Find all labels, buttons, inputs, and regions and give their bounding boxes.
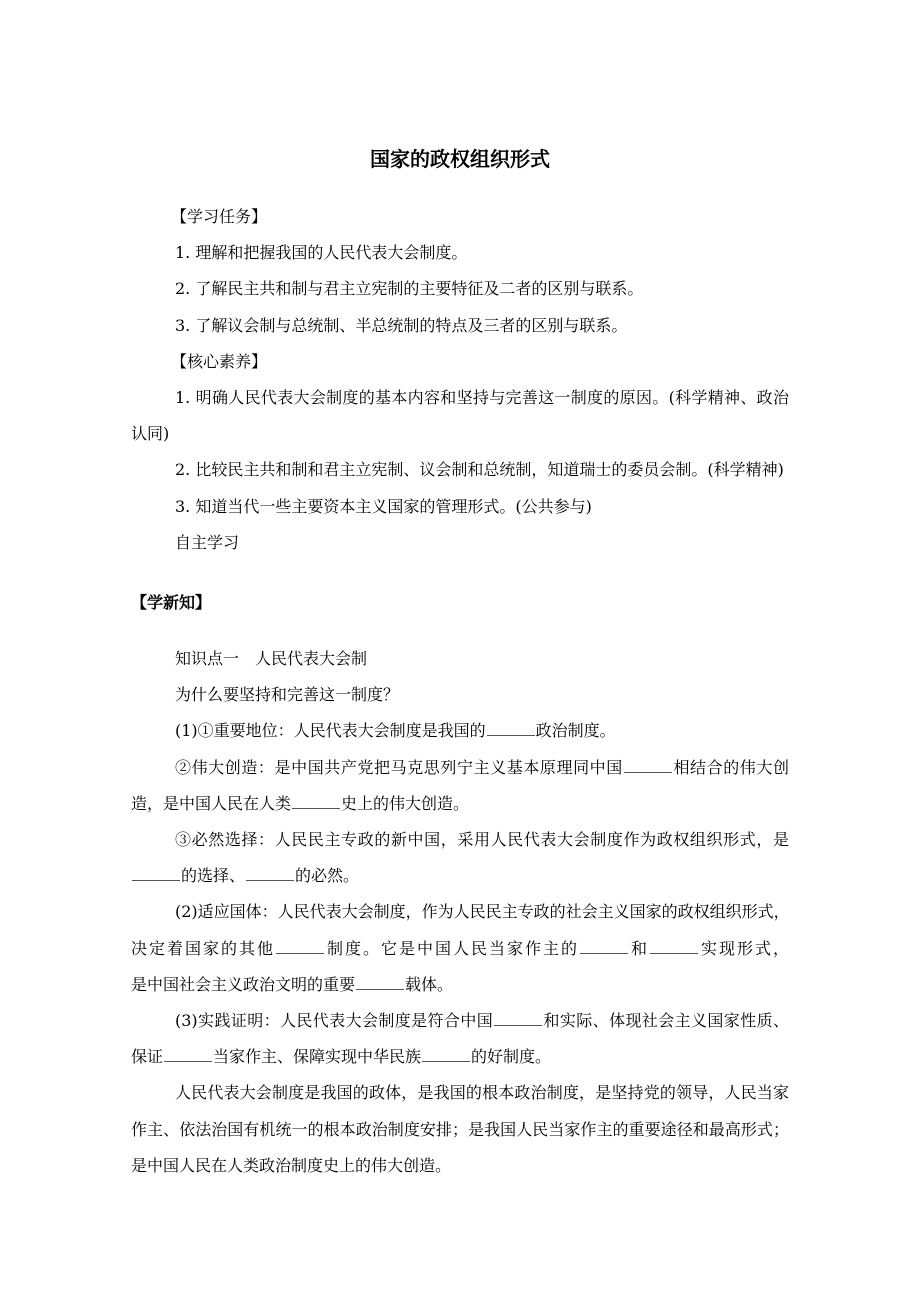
summary-paragraph-cont: 是中国人民在人类政治制度史上的伟大创造。 xyxy=(131,1155,452,1175)
fill-blank[interactable] xyxy=(494,1011,542,1026)
text: 载体。 xyxy=(405,974,454,994)
paragraph-practice-proves xyxy=(131,1003,789,1039)
tasks-heading: 【学习任务】 xyxy=(171,207,268,226)
task-item: 1. 理解和把握我国的人民代表大会制度。 xyxy=(175,243,468,263)
text: (1)①重要地位：人民代表大会制度是我国的 xyxy=(175,721,486,741)
fill-blank[interactable] xyxy=(276,939,324,954)
text: 保证 xyxy=(131,1047,164,1067)
task-item: 3. 了解议会制与总统制、半总统制的特点及三者的区别与联系。 xyxy=(175,315,628,335)
paragraph-adapt-state: (2)适应国体：人民代表大会制度，作为人民民主专政的社会主义国家的政权组织形式， xyxy=(175,902,790,922)
literacy-item: 1. 明确人民代表大会制度的基本内容和坚持与完善这一制度的原因。(科学精神、政治 xyxy=(175,387,789,407)
page-title: 国家的政权组织形式 xyxy=(370,147,550,171)
text: 政治制度。 xyxy=(535,721,616,741)
text: 造，是中国人民在人类 xyxy=(131,793,292,813)
text: 和实际、体现社会主义国家性质、 xyxy=(543,1010,789,1030)
self-study-label: 自主学习 xyxy=(175,532,240,552)
fill-blank[interactable] xyxy=(292,794,340,809)
fill-blank[interactable] xyxy=(422,1047,470,1062)
knowledge-point-title: 知识点一 人民代表大会制 xyxy=(175,649,368,669)
fill-blank[interactable] xyxy=(487,721,535,736)
text: 和 xyxy=(628,938,649,958)
text: 史上的伟大创造。 xyxy=(341,793,470,813)
text: 决定着国家的其他 xyxy=(131,938,275,958)
fill-blank[interactable] xyxy=(132,866,180,881)
text: 相结合的伟大创 xyxy=(672,757,789,777)
text: ②伟大创造：是中国共产党把马克思列宁主义基本原理同中国 xyxy=(175,757,623,777)
document-body xyxy=(131,199,789,1184)
text: 是中国社会主义政治文明的重要 xyxy=(131,974,356,994)
text: 的好制度。 xyxy=(471,1047,552,1067)
text: (3)实践证明：人民代表大会制度是符合中国 xyxy=(175,1010,494,1030)
literacy-item-cont: 认同) xyxy=(131,424,170,444)
paragraph-adapt-state-cont xyxy=(131,931,789,967)
fill-blank[interactable] xyxy=(164,1047,212,1062)
paragraph-inevitable-choice-cont xyxy=(131,858,789,894)
summary-paragraph: 人民代表大会制度是我国的政体，是我国的根本政治制度，是坚持党的领导，人民当家 xyxy=(175,1083,789,1103)
task-item: 2. 了解民主共和制与君主立宪制的主要特征及二者的区别与联系。 xyxy=(175,279,644,299)
text: 实现形式， xyxy=(698,938,789,958)
summary-paragraph-cont: 作主、依法治国有机统一的根本政治制度安排；是我国人民当家作主的重要途径和最高形式； xyxy=(131,1119,789,1139)
paragraph-great-creation-cont xyxy=(131,786,789,822)
fill-blank[interactable] xyxy=(356,975,404,990)
fill-blank[interactable] xyxy=(246,866,294,881)
text: 的必然。 xyxy=(295,866,360,886)
paragraph-important-status xyxy=(131,713,789,749)
text: 的选择、 xyxy=(181,866,246,886)
literacy-heading: 【核心素养】 xyxy=(171,351,268,371)
section-heading: 【学新知】 xyxy=(131,592,212,612)
paragraph-great-creation xyxy=(131,750,789,786)
fill-blank[interactable] xyxy=(580,939,628,954)
literacy-item: 3. 知道当代一些主要资本主义国家的管理形式。(公共参与) xyxy=(175,496,592,516)
question: 为什么要坚持和完善这一制度？ xyxy=(175,685,400,705)
paragraph-inevitable-choice: ③必然选择：人民民主专政的新中国，采用人民代表大会制度作为政权组织形式，是 xyxy=(175,830,789,849)
text: 制度。它是中国人民当家作主的 xyxy=(324,938,579,958)
fill-blank[interactable] xyxy=(650,939,698,954)
paragraph-practice-proves-cont xyxy=(131,1039,789,1075)
paragraph-adapt-state-cont xyxy=(131,967,789,1003)
literacy-item: 2. 比较民主共和制和君主立宪制、议会制和总统制，知道瑞士的委员会制。(科学精神) xyxy=(175,460,784,480)
text: 当家作主、保障实现中华民族 xyxy=(213,1047,422,1067)
fill-blank[interactable] xyxy=(624,758,672,773)
